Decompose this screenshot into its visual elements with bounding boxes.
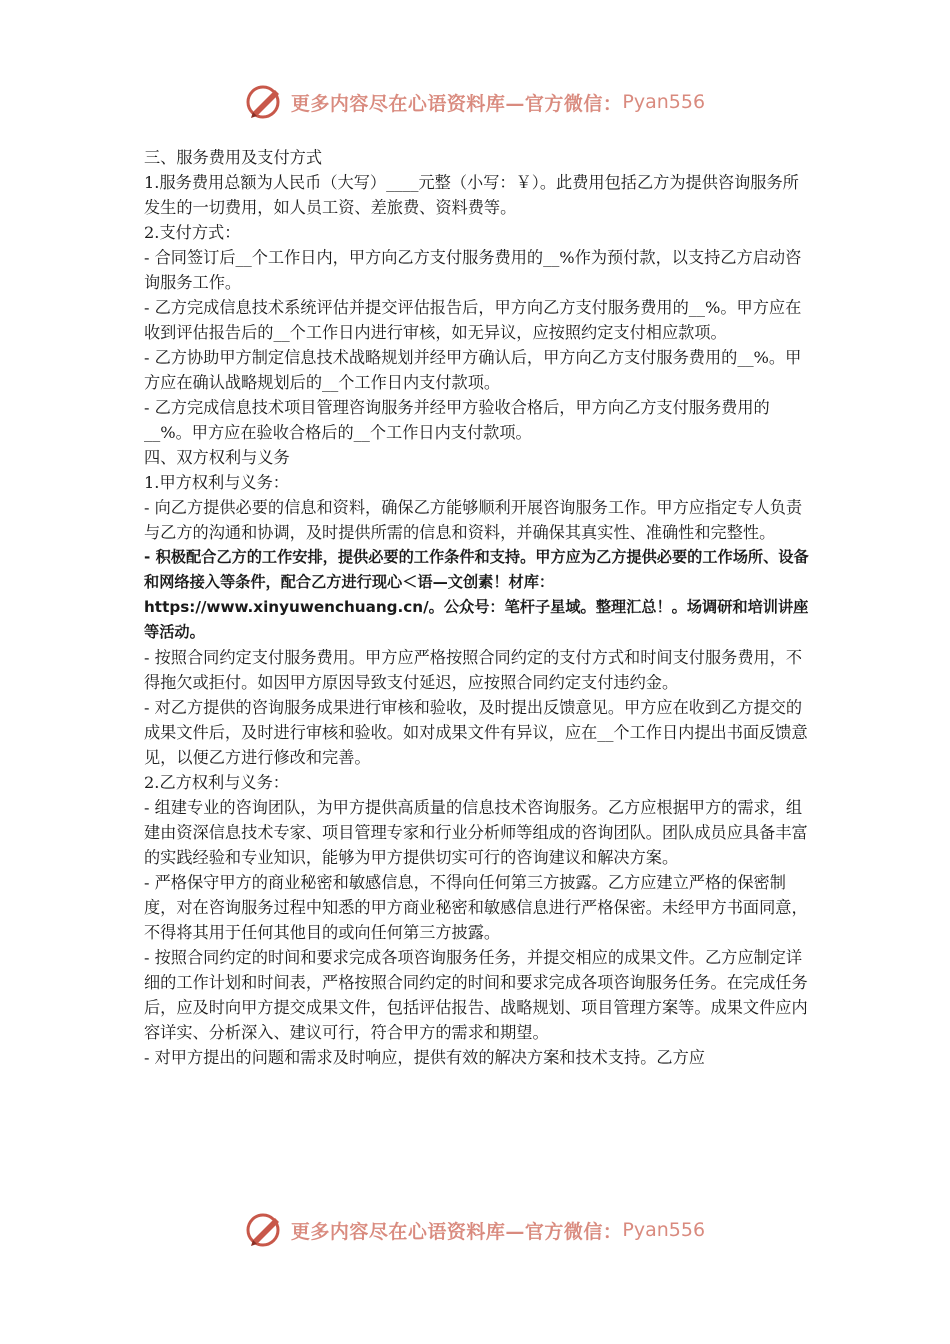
paragraph: - 按照合同约定的时间和要求完成各项咨询服务任务，并提交相应的成果文件。乙方应制定详细的工作计划和时间表，严格按照合同约定的时间和要求完成各项咨询服务任务。在完成任务后，应及时向甲方提交成果文件，包括评估报告、战略规划、项目管理方案等。成果文件应内容详实、分析深入、建议可行，符合甲方的需求和期望。 xyxy=(144,948,808,1042)
banner-wechat-id: Pyan556 xyxy=(622,1219,706,1241)
paragraph: 1.甲方权利与义务： xyxy=(144,473,289,492)
pen-logo-icon xyxy=(245,1210,285,1250)
paragraph: - 乙方完成信息技术系统评估并提交评估报告后，甲方向乙方支付服务费用的__%。甲方应在收到评估报告后的__个工作日内进行审核，如无异议，应按照约定支付相应款项。 xyxy=(144,298,802,342)
pen-logo-icon xyxy=(245,82,285,122)
paragraph: - 组建专业的咨询团队，为甲方提供高质量的信息技术咨询服务。乙方应根据甲方的需求，组建由资深信息技术专家、项目管理专家和行业分析师等组成的咨询团队。团队成员应具备丰富的实践经验和专业知识，能够为甲方提供切实可行的咨询建议和解决方案。 xyxy=(144,798,808,867)
paragraph: - 合同签订后__个工作日内，甲方向乙方支付服务费用的__%作为预付款，以支持乙方启动咨询服务工作。 xyxy=(144,248,802,292)
paragraph: - 向乙方提供必要的信息和资料，确保乙方能够顺利开展咨询服务工作。甲方应指定专人负责与乙方的沟通和协调，及时提供所需的信息和资料，并确保其真实性、准确性和完整性。 xyxy=(144,498,803,542)
document-body xyxy=(144,145,810,1070)
paragraph: 2.支付方式： xyxy=(144,223,241,242)
paragraph: 1.服务费用总额为人民币（大写）____元整（小写：￥）。此费用包括乙方为提供咨询服务所发生的一切费用，如人员工资、差旅费、资料费等。 xyxy=(144,173,799,217)
paragraph: - 对甲方提出的问题和需求及时响应，提供有效的解决方案和技术支持。乙方应 xyxy=(144,1048,705,1067)
paragraph: - 乙方完成信息技术项目管理咨询服务并经甲方验收合格后，甲方向乙方支付服务费用的__%。甲方应在验收合格后的__个工作日内支付款项。 xyxy=(144,398,770,442)
paragraph: - 乙方协助甲方制定信息技术战略规划并经甲方确认后，甲方向乙方支付服务费用的__%。甲方应在确认战略规划后的__个工作日内支付款项。 xyxy=(144,348,802,392)
banner-text: 更多内容尽在心语资料库—官方微信： xyxy=(290,1220,623,1243)
footer-banner xyxy=(0,1208,950,1252)
section-heading: 四、双方权利与义务 xyxy=(144,448,290,467)
paragraph: - 严格保守甲方的商业秘密和敏感信息，不得向任何第三方披露。乙方应建立严格的保密制度，对在咨询服务过程中知悉的甲方商业秘密和敏感信息进行严格保密。未经甲方书面同意，不得将其用于任何其他目的或向任何第三方披露。 xyxy=(144,873,808,942)
paragraph: - 对乙方提供的咨询服务成果进行审核和验收，及时提出反馈意见。甲方应在收到乙方提交的成果文件后，及时进行审核和验收。如对成果文件有异议，应在__个工作日内提出书面反馈意见，以便乙方进行修改和完善。 xyxy=(144,698,808,767)
section-heading: 三、服务费用及支付方式 xyxy=(144,148,323,167)
banner-text: 更多内容尽在心语资料库—官方微信： xyxy=(290,92,623,115)
paragraph: - 按照合同约定支付服务费用。甲方应严格按照合同约定的支付方式和时间支付服务费用，不得拖欠或拒付。如因甲方原因导致支付延迟，应按照合同约定支付违约金。 xyxy=(144,648,803,692)
paragraph: 2.乙方权利与义务： xyxy=(144,773,289,792)
header-banner xyxy=(0,80,950,124)
paragraph-bold: - 积极配合乙方的工作安排，提供必要的工作条件和支持。甲方应为乙方提供必要的工作场所、设备和网络接入等条件，配合乙方进行现心＜语—文创素！材库：https://www.xinyuwenchuang.cn/。公众号：笔杆子星域。整理汇总！。场调研和培训讲座等活动。 xyxy=(144,548,809,641)
banner-wechat-id: Pyan556 xyxy=(622,91,706,113)
